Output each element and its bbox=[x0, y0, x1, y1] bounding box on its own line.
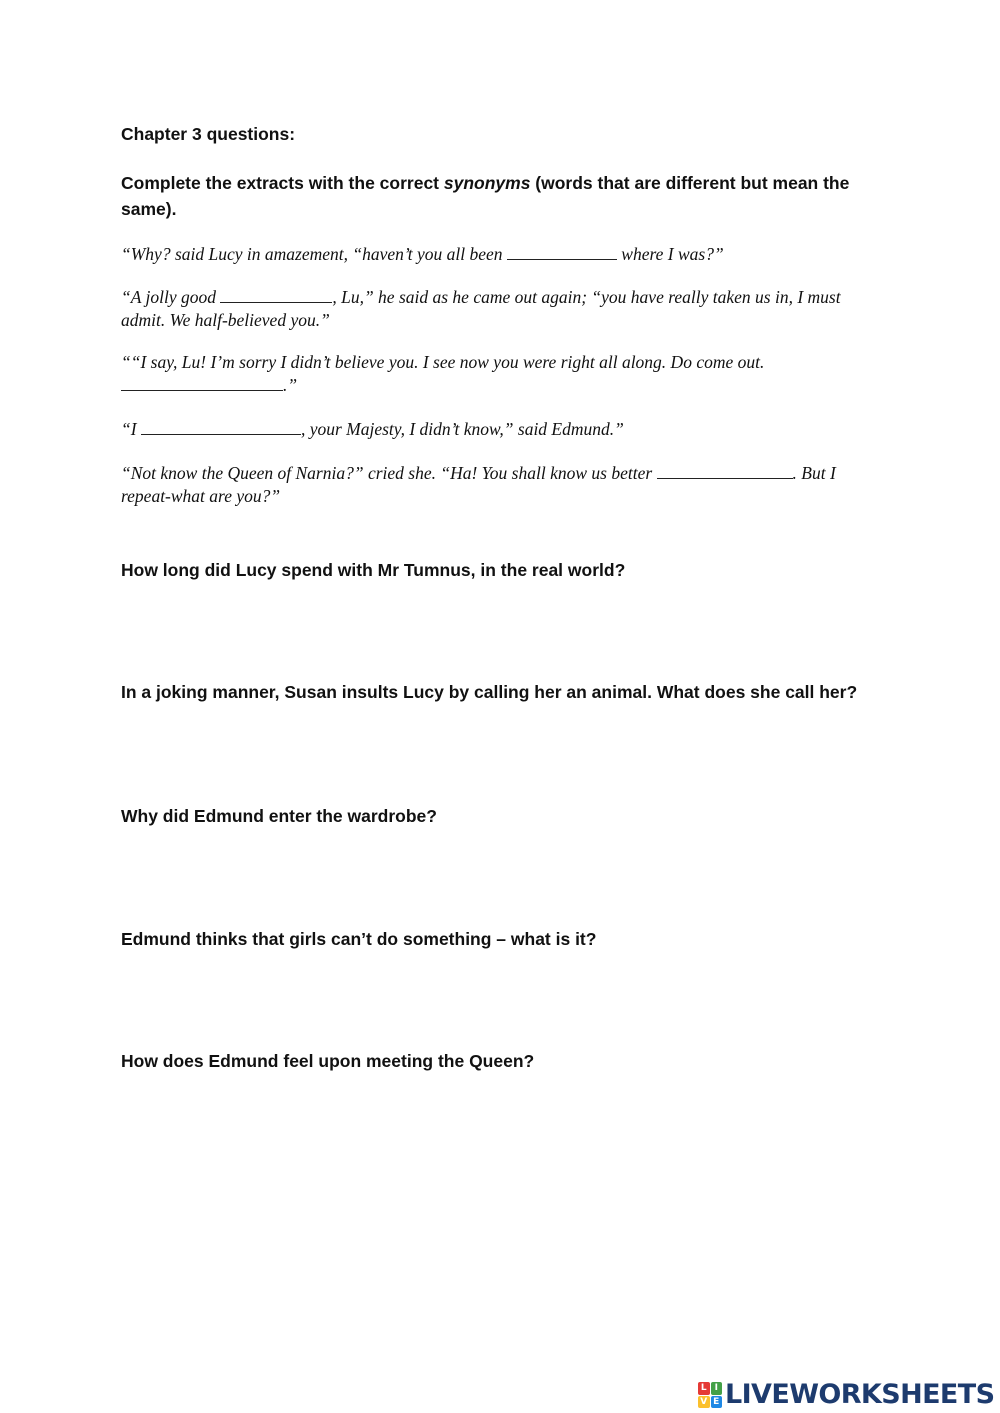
extract-3 bbox=[121, 351, 881, 397]
blank-4[interactable] bbox=[141, 419, 301, 435]
instruction-after: (words that are different but mean the same). bbox=[121, 173, 850, 219]
blank-1[interactable] bbox=[507, 244, 617, 260]
logo-letter-l: L bbox=[698, 1382, 710, 1395]
extract-1-part2: where I was?” bbox=[616, 244, 724, 264]
liveworksheets-logo bbox=[698, 1378, 994, 1412]
question-2: In a joking manner, Susan insults Lucy by calling her an animal. What does she call her? bbox=[121, 682, 858, 702]
extract-2-part1: “A jolly good bbox=[121, 287, 221, 307]
logo-letter-v: V bbox=[698, 1396, 710, 1409]
extract-5-part2: . But I repeat-what are you?” bbox=[121, 463, 836, 506]
extract-5 bbox=[121, 462, 881, 508]
extract-4-part2: , your Majesty, I didn’t know,” said Edmund.” bbox=[300, 419, 624, 439]
instruction-emphasis: synonyms bbox=[443, 173, 531, 193]
extract-3-part1: ““I say, Lu! I’m sorry I didn’t believe you. I see now you were right all along. Do come out. bbox=[121, 352, 765, 372]
extract-3-part2: .” bbox=[283, 375, 298, 395]
blank-3[interactable] bbox=[121, 375, 283, 391]
chapter-title: Chapter 3 questions: bbox=[121, 124, 296, 144]
extract-2-part2: , Lu,” he said as he came out again; “you have really taken us in, I must admit. We half-believed you.” bbox=[121, 287, 841, 330]
question-1: How long did Lucy spend with Mr Tumnus, in the real world? bbox=[121, 560, 626, 580]
logo-text: LIVEWORKSHEETS bbox=[725, 1379, 995, 1410]
blank-2[interactable] bbox=[220, 287, 332, 303]
extract-1 bbox=[121, 243, 881, 266]
extract-4 bbox=[121, 418, 881, 441]
extract-2 bbox=[121, 286, 881, 332]
blank-5[interactable] bbox=[657, 463, 793, 479]
extract-4-part1: “I bbox=[121, 419, 141, 439]
extract-1-part1: “Why? said Lucy in amazement, “haven’t you all been bbox=[121, 244, 507, 264]
question-3: Why did Edmund enter the wardrobe? bbox=[121, 806, 437, 826]
logo-letter-i: I bbox=[711, 1382, 723, 1395]
extract-5-part1: “Not know the Queen of Narnia?” cried she. “Ha! You shall know us better bbox=[121, 463, 657, 483]
question-4: Edmund thinks that girls can’t do something – what is it? bbox=[121, 929, 597, 949]
logo-mark-icon bbox=[698, 1382, 722, 1408]
instruction-before: Complete the extracts with the correct bbox=[121, 173, 444, 193]
instruction-text bbox=[121, 170, 881, 222]
question-5: How does Edmund feel upon meeting the Queen? bbox=[121, 1051, 535, 1071]
logo-letter-e: E bbox=[711, 1396, 723, 1409]
